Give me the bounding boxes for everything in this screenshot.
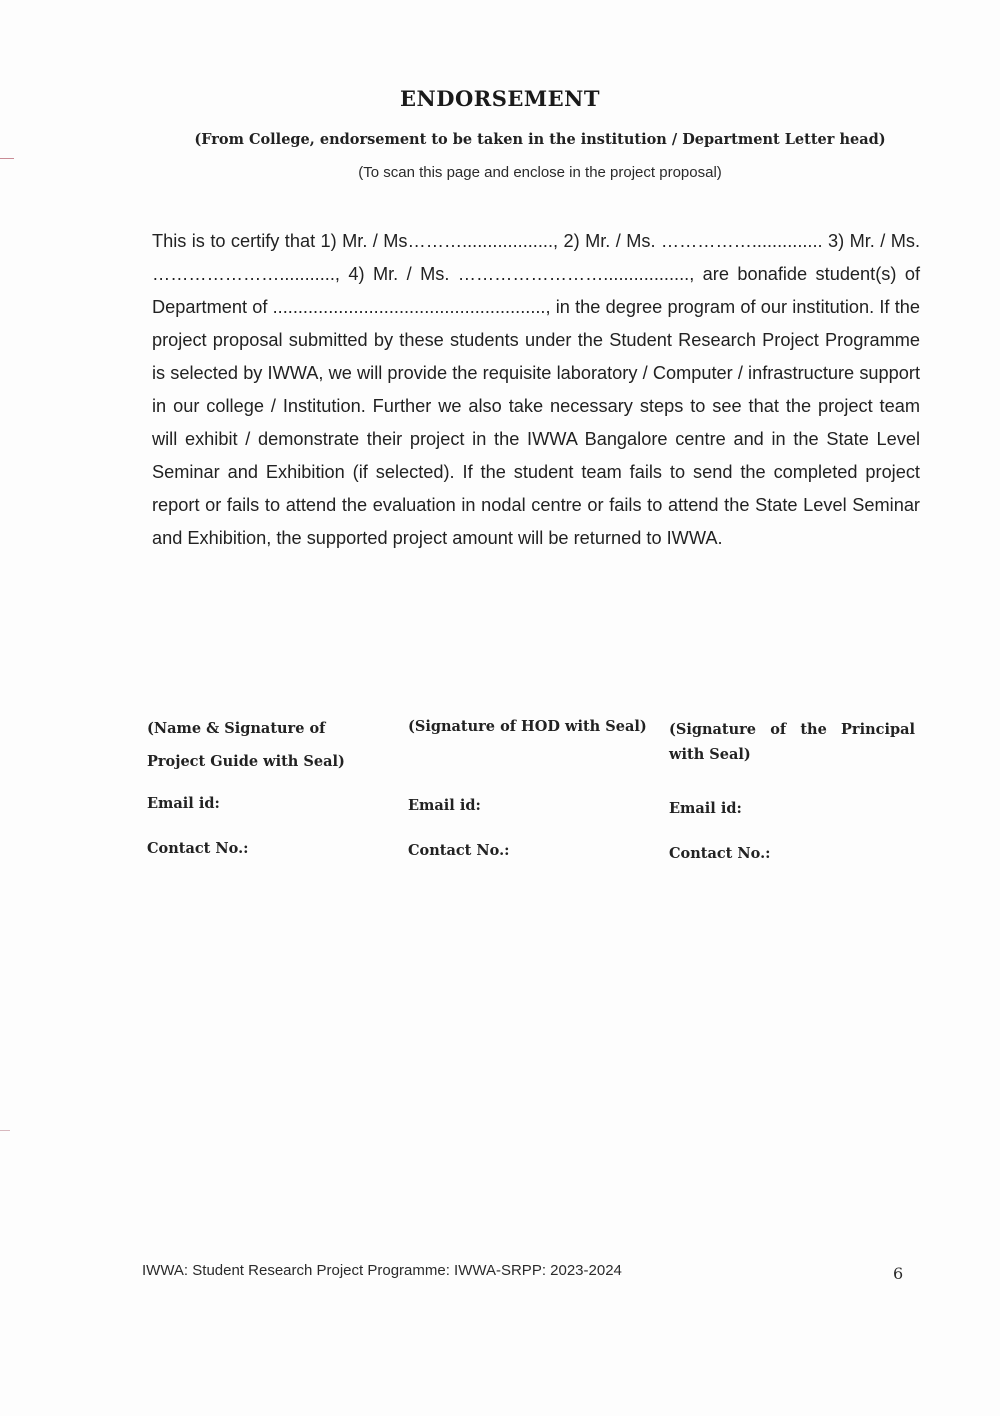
hod-signature-label: (Signature of HOD with Seal) <box>408 718 647 735</box>
hod-signature-block <box>408 714 658 886</box>
principal-signature-block <box>669 717 915 889</box>
principal-email-label: Email id: <box>669 800 742 817</box>
hod-email-label: Email id: <box>408 797 481 814</box>
guide-signature-label: (Name & Signature of Project Guide with Seal) <box>147 720 345 770</box>
scan-edge-mark-bottom <box>0 1130 10 1131</box>
certification-paragraph: This is to certify that 1) Mr. / Ms……….................., 2) Mr. / Ms. …………….............. 3) Mr. / Ms. …………………..........., 4) Mr. / Ms. ……………………................., are bonafide student(s) of Department of ......................................................, in the degree program of our institution. If the project proposal submitted by these students under the Student Research Project Programme is selected by IWWA, we will provide the requisite laboratory / Computer / infrastructure support in our college / Institution. Further we also take necessary steps to see that the project team will exhibit / demonstrate their project in the IWWA Bangalore centre and in the State Level Seminar and Exhibition (if selected). If the student team fails to send the completed project report or fails to attend the evaluation in nodal centre or fails to attend the State Level Seminar and Exhibition, the supported project amount will be returned to IWWA. <box>152 231 920 548</box>
document-title: ENDORSEMENT <box>400 86 600 111</box>
scan-edge-mark-top <box>0 158 14 159</box>
page-footer: IWWA: Student Research Project Programme: IWWA-SRPP: 2023-2024 <box>142 1262 622 1279</box>
guide-email-label: Email id: <box>147 795 220 812</box>
page-number: 6 <box>893 1264 904 1283</box>
guide-contact-label: Contact No.: <box>147 840 249 857</box>
principal-signature-label: (Signature of the Principal with Seal) <box>669 721 915 763</box>
guide-signature-block <box>147 712 387 884</box>
document-subtitle: (From College, endorsement to be taken in the institution / Department Letter head) <box>194 131 886 148</box>
scan-instruction-note: (To scan this page and enclose in the project proposal) <box>358 164 722 181</box>
hod-contact-label: Contact No.: <box>408 842 510 859</box>
principal-contact-label: Contact No.: <box>669 845 771 862</box>
